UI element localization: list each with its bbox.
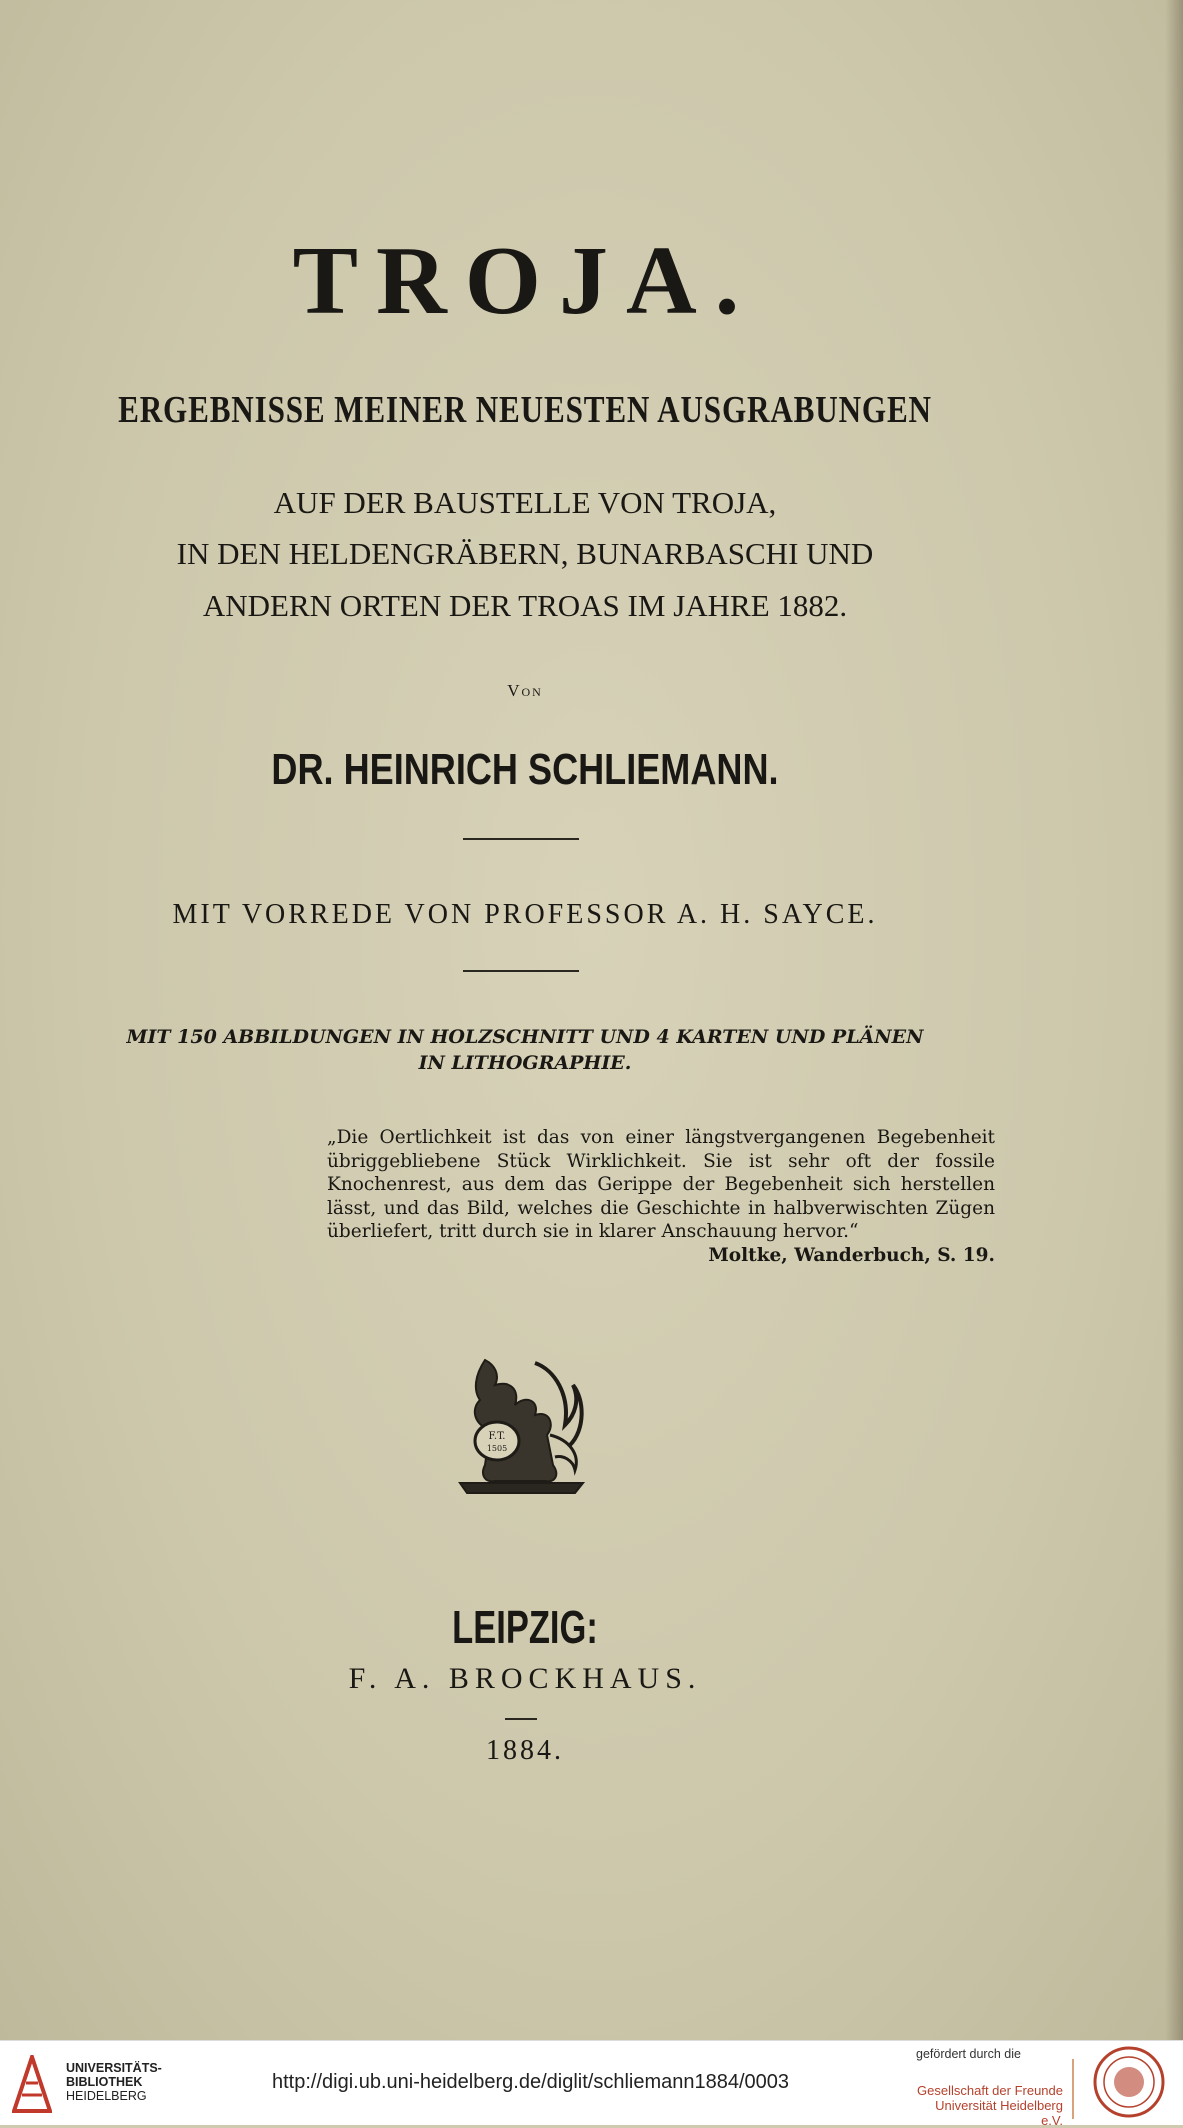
library-name-line-1: UNIVERSITÄTS- bbox=[66, 2061, 162, 2075]
book-subtitle: ERGEBNISSE MEINER NEUESTEN AUSGRABUNGEN bbox=[118, 389, 932, 431]
university-library-logo-icon bbox=[12, 2055, 52, 2113]
griffin-printer-mark-icon bbox=[455, 1355, 590, 1500]
epigraph-text: „Die Oertlichkeit ist das von einer längstvergangenen Begebenheit übriggebliebene Stück Wirklichkeit. Sie ist sehr oft der fossile Knochenrest, aus dem das Gerippe der Begebenheit sich herstellen lässt, und das Bild, welches die Geschichte in halbverwischten Zügen überliefert, tritt durch sie in klarer Anschauung hervor.“ bbox=[327, 1127, 995, 1242]
epigraph-citation: Moltke, Wanderbuch, S. 19. bbox=[708, 1244, 995, 1266]
digitization-footer bbox=[0, 2040, 1183, 2128]
subtitle-line-1: AUF DER BAUSTELLE VON TROJA, bbox=[273, 485, 777, 520]
illustrations-line-1: MIT 150 ABBILDUNGEN IN HOLZSCHNITT UND 4 KARTEN UND PLÄNEN bbox=[126, 1026, 924, 1048]
library-name-line-3: HEIDELBERG bbox=[66, 2089, 147, 2103]
subtitle-line-2: IN DEN HELDENGRÄBERN, BUNARBASCHI UND bbox=[176, 536, 874, 571]
by-label: Von bbox=[507, 681, 543, 700]
divider-rule bbox=[505, 1718, 537, 1720]
imprint-year: 1884. bbox=[486, 1735, 564, 1766]
epigraph-quote bbox=[327, 1126, 995, 1267]
university-seal-icon bbox=[1092, 2045, 1166, 2119]
sponsor-divider bbox=[1072, 2059, 1074, 2119]
preface-line: MIT VORREDE VON PROFESSOR A. H. SAYCE. bbox=[172, 899, 878, 930]
sponsor-line-1: Gesellschaft der Freunde bbox=[917, 2083, 1063, 2098]
illustrations-note bbox=[0, 1024, 1050, 1076]
illustrations-line-2: IN LITHOGRAPHIE. bbox=[418, 1052, 632, 1074]
sponsor-name bbox=[915, 2083, 1063, 2128]
sponsor-line-2: Universität Heidelberg e.V. bbox=[935, 2098, 1063, 2128]
sponsor-label: gefördert durch die bbox=[916, 2047, 1021, 2061]
library-name bbox=[66, 2061, 162, 2103]
divider-rule bbox=[463, 838, 579, 840]
svg-text:1505: 1505 bbox=[486, 1444, 508, 1453]
permalink-url[interactable]: http://digi.ub.uni-heidelberg.de/diglit/schliemann1884/0003 bbox=[272, 2071, 790, 2093]
svg-text:F.T.: F.T. bbox=[488, 1431, 506, 1442]
book-title: TROJA. bbox=[292, 227, 758, 335]
author-name: DR. HEINRICH SCHLIEMANN. bbox=[271, 745, 779, 794]
divider-rule bbox=[463, 970, 579, 972]
library-name-line-2: BIBLIOTHEK bbox=[66, 2075, 143, 2089]
imprint-city: LEIPZIG: bbox=[452, 1601, 598, 1653]
subtitle-line-3: ANDERN ORTEN DER TROAS IM JAHRE 1882. bbox=[202, 588, 848, 623]
imprint-publisher: F. A. BROCKHAUS. bbox=[348, 1662, 702, 1695]
